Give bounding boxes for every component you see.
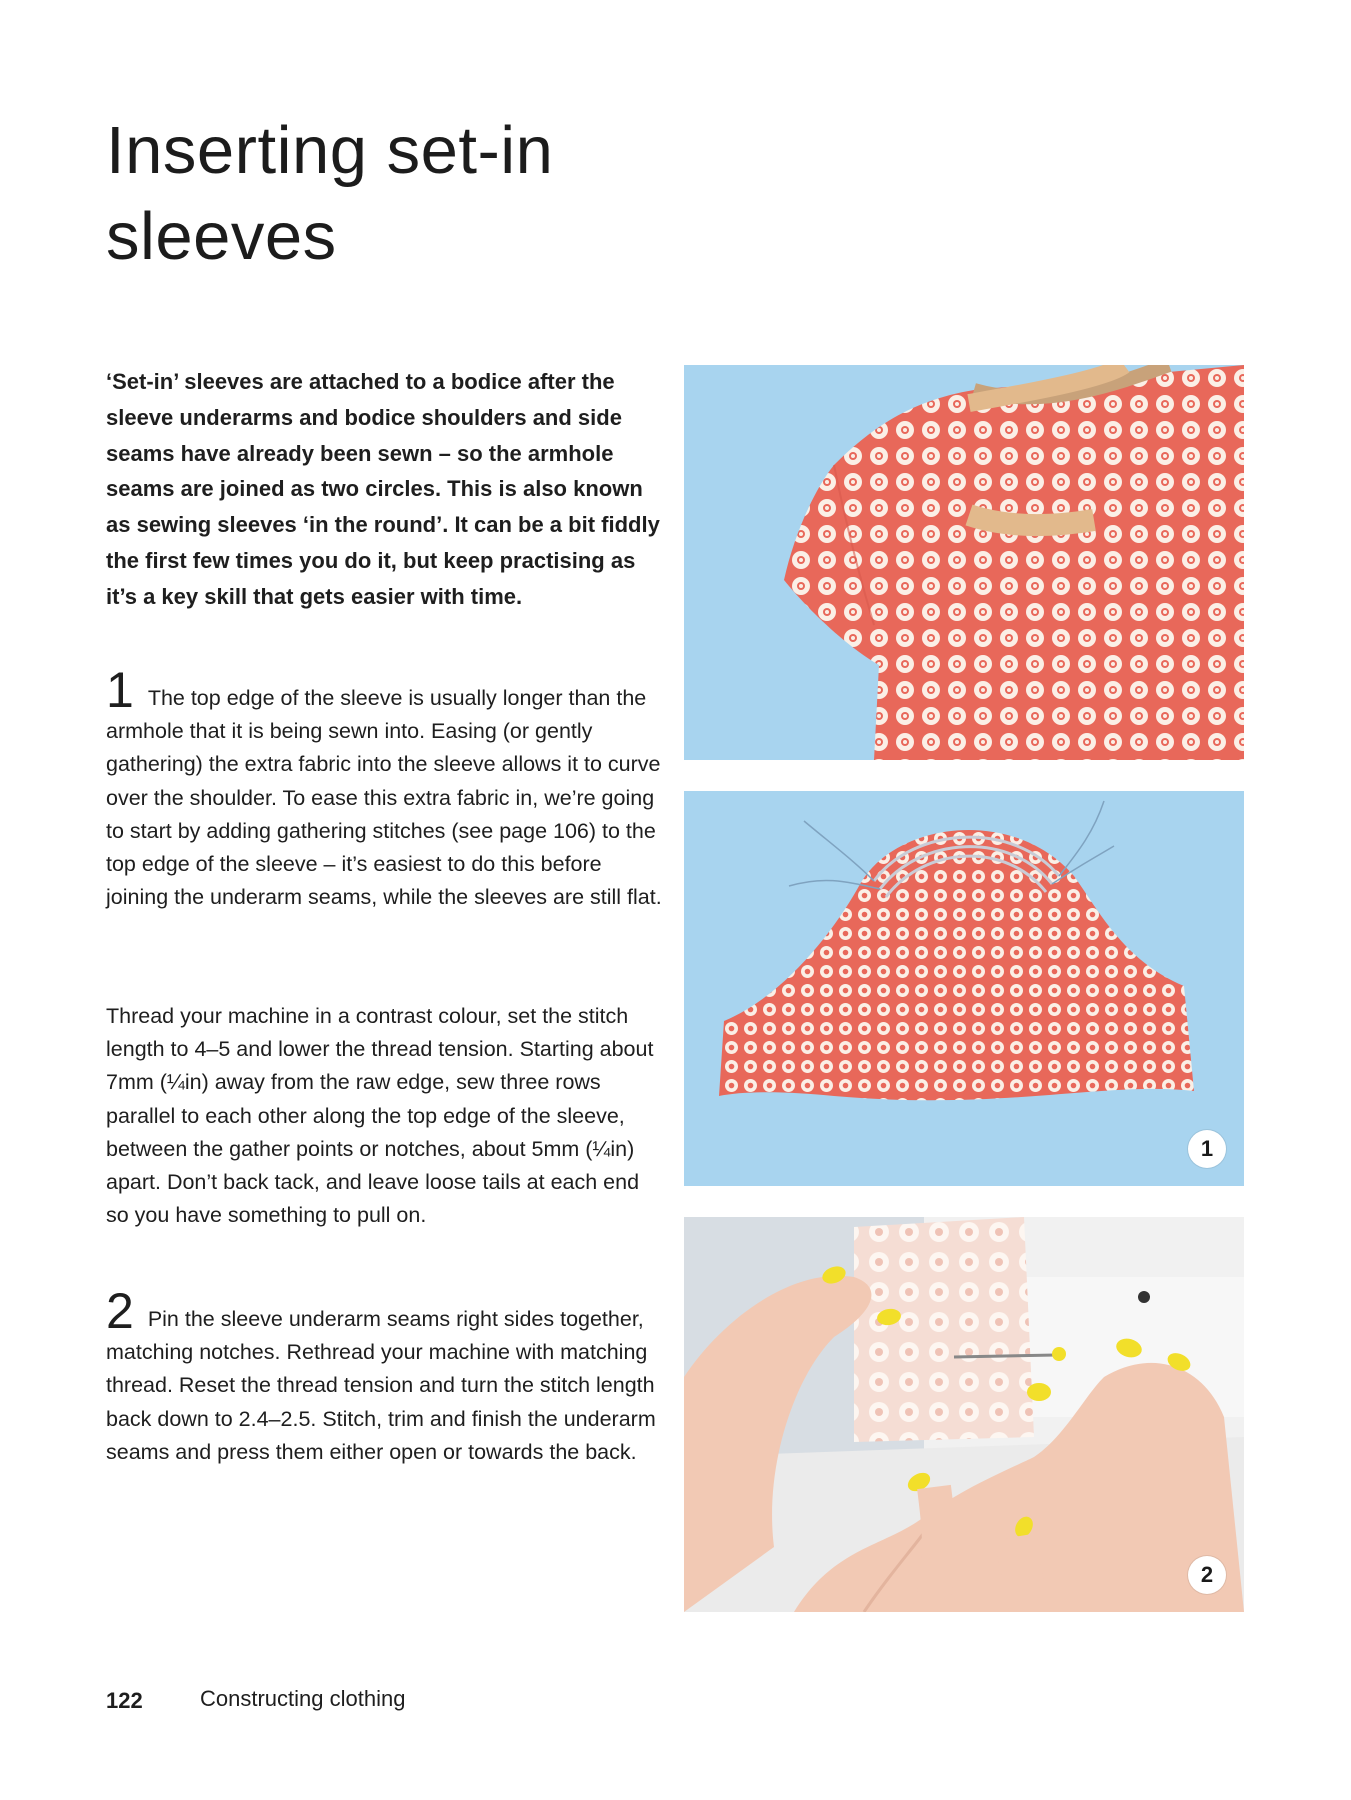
- intro-paragraph: ‘Set-in’ sleeves are attached to a bodice after the sleeve underarms and bodice shoulders and side seams have already been sewn – so the armhole seams are joined as two circles. This is also known as sewing sleeves ‘in the round’. It can be a bit fiddly the first few times you do it, but keep practising as it’s a key skill that gets easier with time.: [106, 369, 660, 609]
- section-name: Constructing clothing: [200, 1686, 406, 1711]
- photo-sleeve-gathering: [684, 791, 1244, 1186]
- photo-dress-on-hanger: [684, 365, 1244, 760]
- photo-badge: 2: [1188, 1556, 1226, 1594]
- step-1-continued: Thread your machine in a contrast colour, set the stitch length to 4–5 and lower the thread tension. Starting about 7mm (¼in) away from the raw edge, sew three rows parallel to each other along the top edge of the sleeve, between the gather points or notches, about 5mm (¼in) apart. Don’t back tack, and leave loose tails at each end so you have something to pull on.: [106, 1004, 654, 1228]
- step-number: 2: [106, 1283, 134, 1339]
- photo-badge: 1: [1188, 1130, 1226, 1168]
- step-text: The top edge of the sleeve is usually longer than the armhole that it is being sewn into. Easing (or gently gathering) the extra fabric into the sleeve allows it to curve over the shoulder. To ease this extra fabric in, we’re going to start by adding gathering stitches (see page 106) to the top edge of the sleeve – it’s easiest to do this before joining the underarm seams, while the sleeves are still flat.: [106, 686, 662, 910]
- step-2: [106, 1283, 666, 1469]
- step-text: Pin the sleeve underarm seams right sides together, matching notches. Rethread your machine with matching thread. Reset the thread tension and turn the stitch length back down to 2.4–2.5. Stitch, trim and finish the underarm seams and press them either open or towards the back.: [106, 1307, 656, 1464]
- dress-illustration: [684, 365, 1244, 760]
- step-1: [106, 662, 666, 914]
- page-number: 122: [106, 1688, 143, 1713]
- step-number: 1: [106, 662, 134, 718]
- sewing-illustration: [684, 1217, 1244, 1612]
- sleeve-illustration: [684, 791, 1244, 1186]
- photo-sewing-machine: [684, 1217, 1244, 1612]
- page-title: Inserting set-in sleeves: [106, 113, 554, 274]
